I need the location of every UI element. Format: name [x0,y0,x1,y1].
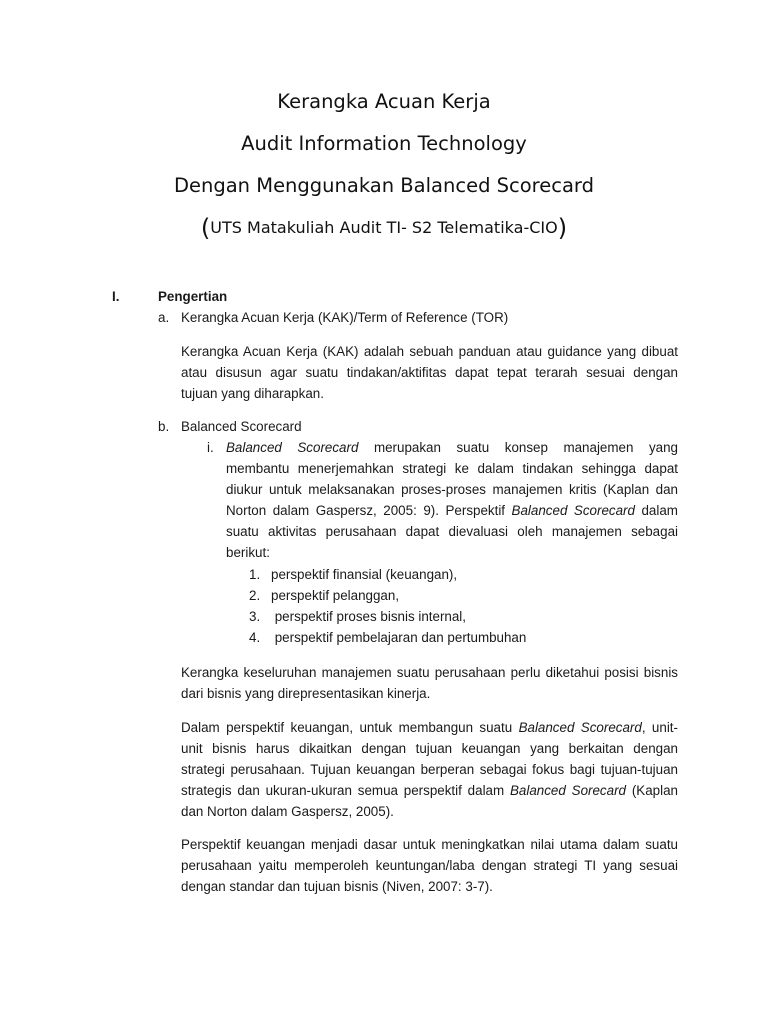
balanced-scorecard-term: Balanced Scorecard [226,440,359,455]
item-i-label: i. [207,440,214,455]
list-number: 1. [249,567,261,582]
subsection-b-label: b. [158,419,170,434]
paragraph-line: Dalam perspektif keuangan, untuk membangun suatu Balanced Scorecard, unit- [181,720,678,735]
list-text: perspektif pembelajaran dan pertumbuhan [271,630,527,645]
paragraph-line: Kerangka Acuan Kerja (KAK) adalah sebuah panduan atau guidance yang dibuat [181,344,678,359]
doc-title-line-1: Kerangka Acuan Kerja [277,90,491,113]
paragraph-line: Balanced Scorecard merupakan suatu konsep manajemen yang [226,440,678,455]
balanced-scorecard-term: Balanced Scorecard [518,720,642,735]
section-heading: Pengertian [158,289,228,304]
list-text: perspektif pelanggan, [271,588,400,603]
list-text: perspektif finansial (keuangan), [271,567,458,582]
doc-subtitle [0,214,768,242]
list-item [249,585,526,606]
paragraph-line: unit bisnis harus dikaitkan dengan tujuan keuangan yang berkaitan dengan [181,741,678,756]
list-number: 3. [249,609,261,624]
section-number: I. [112,289,120,304]
list-item [249,627,526,648]
paragraph-line: Norton dalam Gaspersz, 2005: 9). Perspektif Balanced Scorecard dalam [226,503,678,518]
paragraph-line: perusahaan yaitu memperoleh keuntungan/laba dengan strategi TI yang sesuai [181,858,678,873]
subtitle-open-paren: ( [200,214,211,242]
list-number: 4. [249,630,261,645]
list-item [249,564,526,585]
paragraph-line: diukur untuk melaksanakan proses-proses manajemen kritis (Kaplan dan [226,482,678,497]
paragraph-framework [181,662,678,704]
list-number: 2. [249,588,261,603]
subtitle-close-paren: ) [557,214,568,242]
list-text: perspektif proses bisnis internal, [271,609,467,624]
paragraph-line: berikut: [226,545,270,560]
paragraph-line: atau disusun agar suatu tindakan/aktifitas dapat tepat terarah sesuai dengan [181,365,678,380]
paragraph-line: membantu menerjemahkan strategi ke dalam tindakan sehingga dapat [226,461,678,476]
subsection-a-paragraph [181,341,678,404]
paragraph-financial-basis [181,834,678,897]
paragraph-line: strategi perusahaan. Tujuan keuangan berperan sebagai fokus bagi tujuan-tujuan [181,762,678,777]
paragraph-line: Kerangka keseluruhan manajemen suatu perusahaan perlu diketahui posisi bisnis [181,665,678,680]
balanced-scorecard-term: Balanced Sorecard [509,783,626,798]
subsection-a-label: a. [158,310,170,325]
item-i-paragraph [226,437,678,563]
perspective-list [249,564,526,648]
doc-title-line-2: Audit Information Technology [241,132,527,155]
paragraph-financial-perspective [181,717,678,822]
paragraph-line: suatu aktivitas perusahaan dapat dievaluasi oleh manajemen sebagai [226,524,678,539]
subsection-a-heading: Kerangka Acuan Kerja (KAK)/Term of Reference (TOR) [181,310,509,325]
balanced-scorecard-term: Balanced Scorecard [511,503,635,518]
subtitle-text: UTS Matakuliah Audit TI- S2 Telematika-CIO [210,218,558,237]
paragraph-line: strategis dan ukuran-ukuran semua perspektif dalam Balanced Sorecard (Kaplan [181,783,678,798]
paragraph-line: dan Norton dalam Gaspersz, 2005). [181,804,394,819]
subsection-b-heading: Balanced Scorecard [181,419,302,434]
list-item [249,606,526,627]
paragraph-line: tujuan yang diharapkan. [181,386,324,401]
paragraph-line: dengan standar dan tujuan bisnis (Niven, 2007: 3-7). [181,879,493,894]
doc-title-line-3: Dengan Menggunakan Balanced Scorecard [173,174,594,197]
paragraph-line: dari bisnis yang direpresentasikan kinerja. [181,686,431,701]
paragraph-line: Perspektif keuangan menjadi dasar untuk meningkatkan nilai utama dalam suatu [181,837,678,852]
